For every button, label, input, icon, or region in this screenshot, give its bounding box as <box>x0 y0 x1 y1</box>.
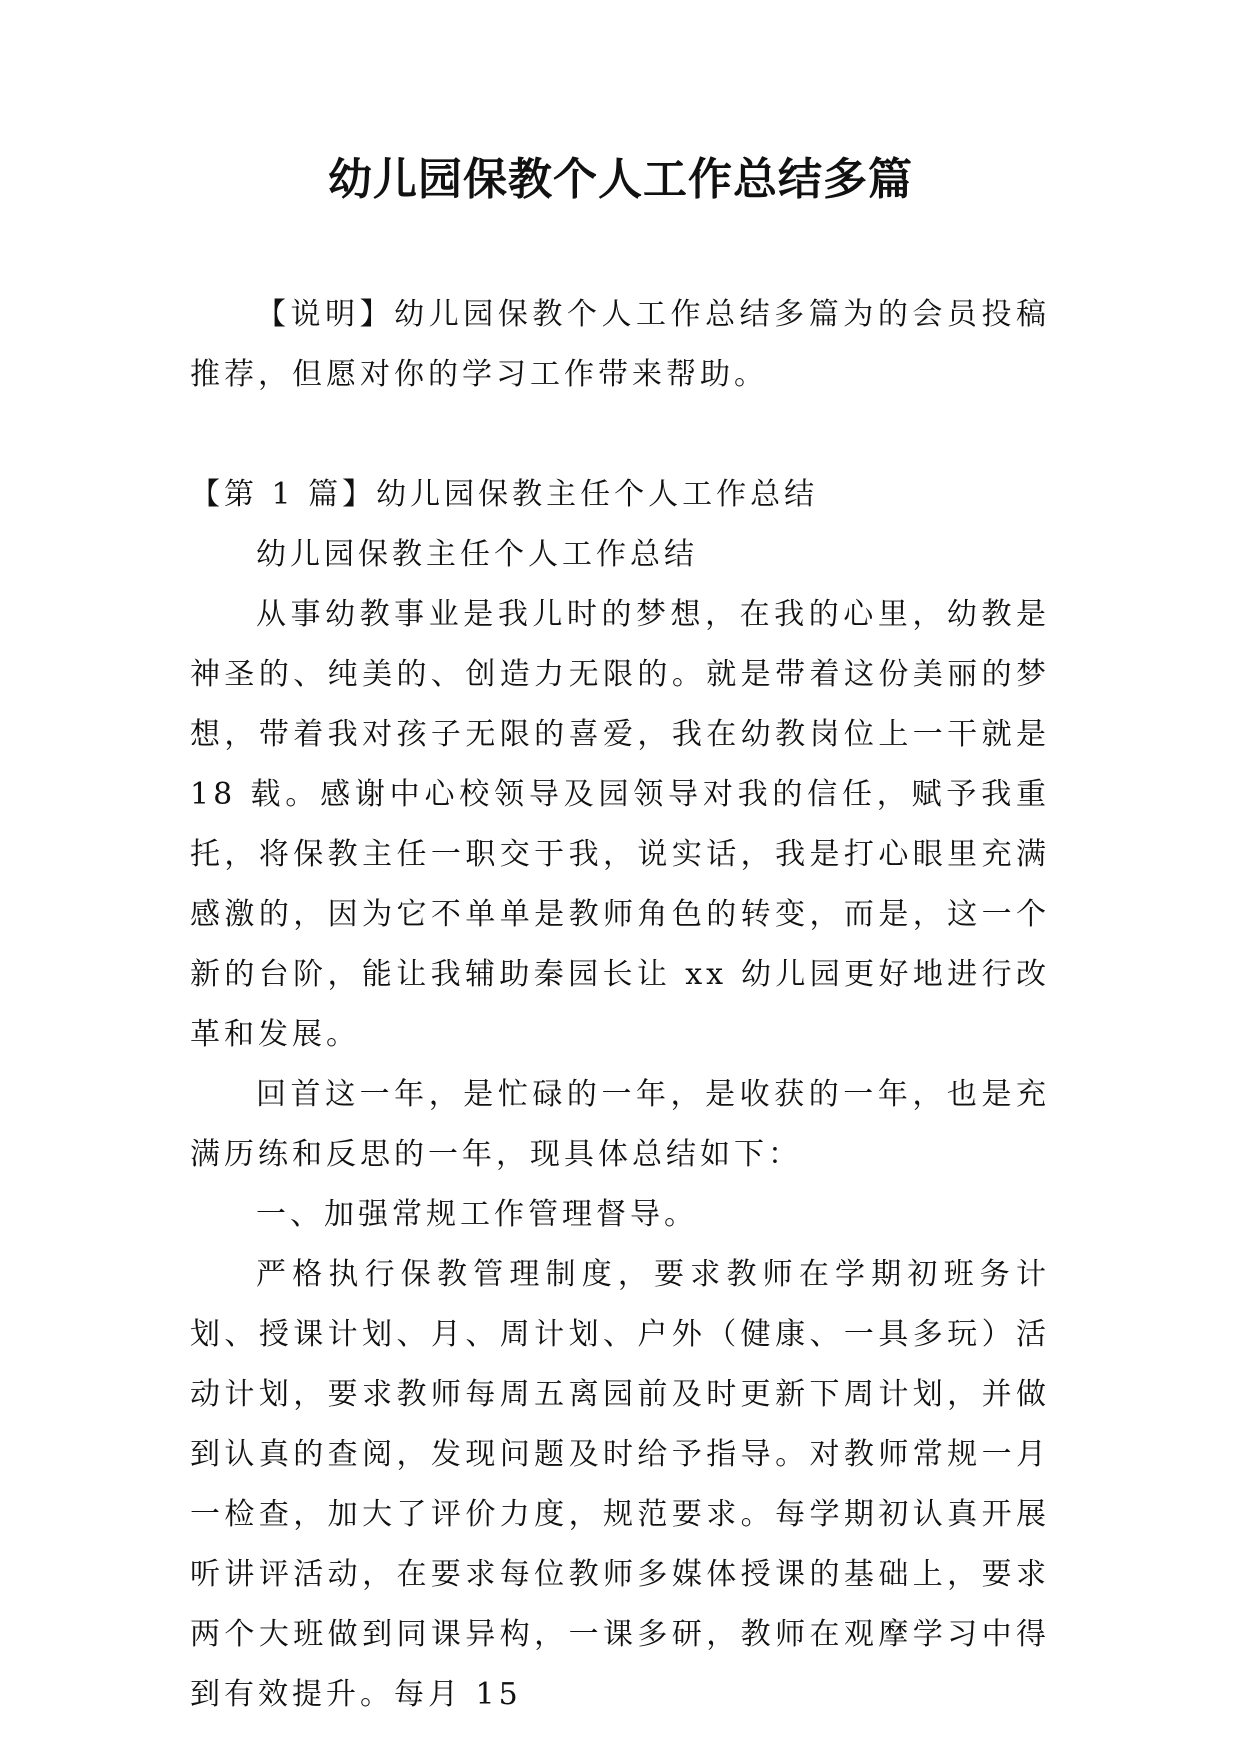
section-heading: 【第 1 篇】幼儿园保教主任个人工作总结 <box>190 477 819 512</box>
blank-line <box>190 405 1050 465</box>
document-body <box>190 285 1050 1725</box>
section-subtitle: 幼儿园保教主任个人工作总结 <box>256 537 698 572</box>
body-paragraph: 一、加强常规工作管理督导。 <box>256 1197 698 1232</box>
body-paragraph: 严格执行保教管理制度，要求教师在学期初班务计划、授课计划、月、周计划、户外（健康、一具多玩）活动计划，要求教师每周五离园前及时更新下周计划，并做到认真的查阅，发现问题及时给予指导。对教师常规一月一检查，加大了评价力度，规范要求。每学期初认真开展听讲评活动，在要求每位教师多媒体授课的基础上，要求两个大班做到同课异构，一课多研，教师在观摩学习中得到有效提升。每月 15 <box>190 1257 1050 1712</box>
body-paragraph: 回首这一年，是忙碌的一年，是收获的一年，也是充满历练和反思的一年，现具体总结如下： <box>190 1077 1050 1172</box>
body-paragraph: 从事幼教事业是我儿时的梦想，在我的心里，幼教是神圣的、纯美的、创造力无限的。就是带着这份美丽的梦想，带着我对孩子无限的喜爱，我在幼教岗位上一干就是 18 载。感谢中心校领导及园领导对我的信任，赋予我重托，将保教主任一职交于我，说实话，我是打心眼里充满感激的，因为它不单单是教师角色的转变，而是，这一个新的台阶，能让我辅助秦园长让 xx 幼儿园更好地进行改革和发展。 <box>190 597 1050 1052</box>
document-title: 幼儿园保教个人工作总结多篇 <box>328 154 913 205</box>
intro-paragraph: 【说明】幼儿园保教个人工作总结多篇为的会员投稿推荐，但愿对你的学习工作带来帮助。 <box>190 297 1050 392</box>
